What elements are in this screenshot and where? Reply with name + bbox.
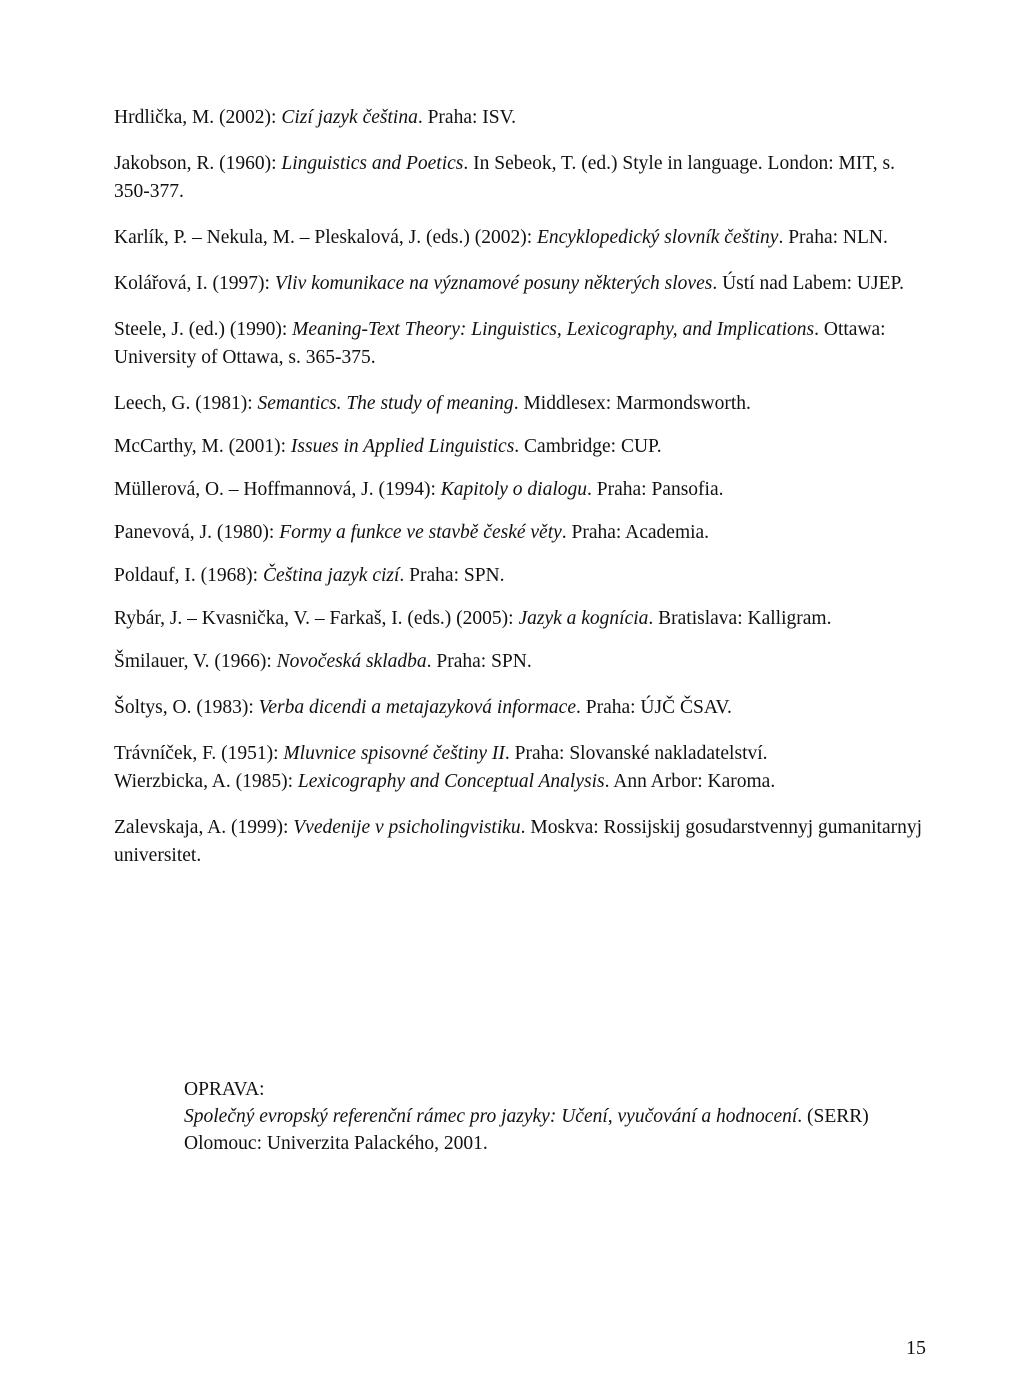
reference-title: Issues in Applied Linguistics xyxy=(290,436,515,457)
reference-entry: Šoltys, O. (1983): Verba dicendi a metajazyková informace. Praha: ÚJČ ČSAV. xyxy=(114,697,732,718)
bibliography-list xyxy=(114,104,934,870)
reference-entry: Müllerová, O. – Hoffmannová, J. (1994): Kapitoly o dialogu. Praha: Pansofia. xyxy=(114,479,724,500)
reference-title: Verba dicendi a metajazyková informace xyxy=(258,697,576,718)
reference-title: Lexicography and Conceptual Analysis xyxy=(297,771,605,792)
reference-title: Linguistics and Poetics xyxy=(281,153,464,174)
correction-reference: Společný evropský referenční rámec pro jazyky: Učení, vyučování a hodnocení. (SERR) Olomouc: Univerzita Palackého, 2001. xyxy=(184,1106,869,1154)
reference-title: Kapitoly o dialogu xyxy=(440,479,587,500)
reference-title: Formy a funkce ve stavbě české věty xyxy=(279,522,562,543)
correction-heading: OPRAVA: xyxy=(184,1079,265,1100)
reference-title: Novočeská skladba xyxy=(276,651,427,672)
reference-title: Semantics. The study of meaning xyxy=(257,393,514,414)
reference-title: Vliv komunikace na významové posuny některých sloves xyxy=(274,273,713,294)
reference-title: Vvedenije v psicholingvistiku xyxy=(293,817,521,838)
correction-note xyxy=(184,1076,884,1157)
reference-entry: McCarthy, M. (2001): Issues in Applied Linguistics. Cambridge: CUP. xyxy=(114,436,662,457)
reference-entry: Šmilauer, V. (1966): Novočeská skladba. Praha: SPN. xyxy=(114,651,532,672)
reference-entry: Kolářová, I. (1997): Vliv komunikace na významové posuny některých sloves. Ústí nad Labem: UJEP. xyxy=(114,273,905,294)
reference-title: Jazyk a kognícia xyxy=(518,608,649,629)
reference-entry: Hrdlička, M. (2002): Cizí jazyk čeština. Praha: ISV. xyxy=(114,107,517,128)
reference-entry: Zalevskaja, A. (1999): Vvedenije v psicholingvistiku. Moskva: Rossijskij gosudarstvennyj gumanitarnyj universitet. xyxy=(114,817,923,866)
reference-entry: Poldauf, I. (1968): Čeština jazyk cizí. Praha: SPN. xyxy=(114,565,505,586)
reference-entry: Karlík, P. – Nekula, M. – Pleskalová, J. (eds.) (2002): Encyklopedický slovník češtiny. Praha: NLN. xyxy=(114,227,888,248)
reference-entry: Panevová, J. (1980): Formy a funkce ve stavbě české věty. Praha: Academia. xyxy=(114,522,710,543)
reference-entry: Rybár, J. – Kvasnička, V. – Farkaš, I. (eds.) (2005): Jazyk a kognícia. Bratislava: Kalligram. xyxy=(114,608,832,629)
reference-title: Čeština jazyk cizí xyxy=(262,565,400,586)
reference-title: Meaning-Text Theory: Linguistics, Lexicography, and Implications xyxy=(292,319,815,340)
page-number: 15 xyxy=(906,1337,926,1359)
reference-entry: Steele, J. (ed.) (1990): Meaning-Text Theory: Linguistics, Lexicography, and Implications. Ottawa: University of Ottawa, s. 365-375. xyxy=(114,319,886,368)
reference-title: Mluvnice spisovné češtiny II xyxy=(283,743,505,764)
correction-title: Společný evropský referenční rámec pro jazyky: Učení, vyučování a hodnocení xyxy=(184,1106,798,1127)
reference-entry: Leech, G. (1981): Semantics. The study of meaning. Middlesex: Marmondsworth. xyxy=(114,393,751,414)
reference-entry: Jakobson, R. (1960): Linguistics and Poetics. In Sebeok, T. (ed.) Style in language. London: MIT, s. 350-377. xyxy=(114,153,896,202)
reference-entry: Trávníček, F. (1951): Mluvnice spisovné češtiny II. Praha: Slovanské nakladatelství. xyxy=(114,743,768,764)
reference-title: Cizí jazyk čeština xyxy=(281,107,418,128)
reference-entry: Wierzbicka, A. (1985): Lexicography and Conceptual Analysis. Ann Arbor: Karoma. xyxy=(114,771,776,792)
reference-title: Encyklopedický slovník češtiny xyxy=(536,227,779,248)
